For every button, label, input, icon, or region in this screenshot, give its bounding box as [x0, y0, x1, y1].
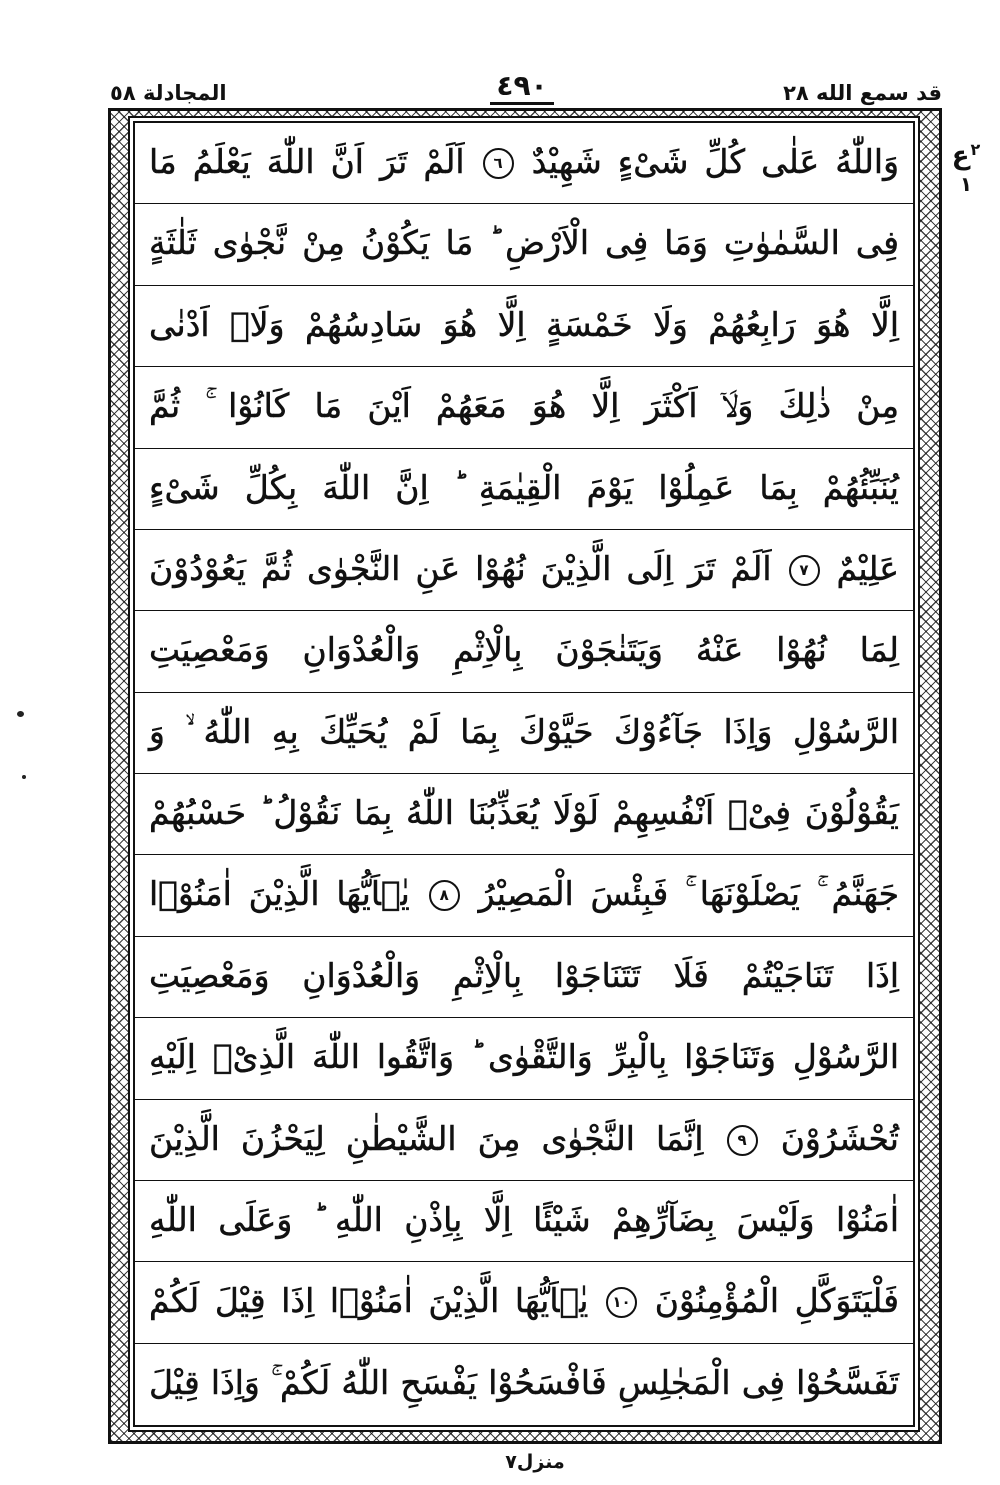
text-line-3: اِلَّا هُوَ رَابِعُهُمْ وَلَا خَمْسَةٍ اِلَّا هُوَ سَادِسُهُمْ وَلَاۤ اَدْنٰى — [135, 286, 913, 367]
ayah-end-marker: ٧ — [789, 555, 820, 586]
text-line-15 — [135, 1262, 913, 1343]
verse-text: يٰۤاَيُّهَا الَّذِيْنَ اٰمَنُوْۤا اِذَا قِيْلَ لَكُمْ — [149, 1281, 589, 1321]
verse-text: يٰۤاَيُّهَا الَّذِيْنَ اٰمَنُوْۤا — [149, 874, 410, 914]
text-line-9: يَقُوْلُوْنَ فِىْۤ اَنْفُسِهِمْ لَوْلَا يُعَذِّبُنَا اللّٰهُ بِمَا نَقُوْلُ ؕ حَسْبُهُمْ — [135, 774, 913, 855]
surah-name-header: المجادلة ٥٨ — [110, 81, 227, 105]
ruku-marker — [944, 140, 988, 196]
verse-text: اَلَمْ تَرَ اِلَى الَّذِيْنَ نُهُوْا عَنِ النَّجْوٰى ثُمَّ يَعُوْدُوْنَ — [149, 548, 772, 588]
verse-text: عَلِيْمٌ — [836, 548, 899, 588]
text-line-16: تَفَسَّحُوْا فِى الْمَجٰلِسِ فَافْسَحُوْا يَفْسَحِ اللّٰهُ لَكُمْ ۚ وَاِذَا قِيْلَ — [149, 1362, 899, 1402]
text-line-2: فِى السَّمٰوٰتِ وَمَا فِى الْاَرْضِ ؕ مَا يَكُوْنُ مِنْ نَّجْوٰى ثَلٰثَةٍ — [135, 204, 913, 285]
text-line-14: اٰمَنُوْا وَلَيْسَ بِضَآرِّهِمْ شَيْئًا اِلَّا بِاِذْنِ اللّٰهِ ؕ وَعَلَى اللّٰهِ — [135, 1181, 913, 1262]
text-line-8: الرَّسُوْلِ وَاِذَا جَآءُوْكَ حَيَّوْكَ بِمَا لَمْ يُحَيِّكَ بِهِ اللّٰهُ ۙ وَ — [135, 693, 913, 774]
margin-speck — [22, 775, 26, 779]
verse-text: تُحْشَرُوْنَ — [780, 1118, 899, 1158]
verse-text: جَهَنَّمُ ۚ يَصْلَوْنَهَا ۚ فَبِئْسَ الْمَصِيْرُ — [478, 874, 899, 914]
ruku-sign: ع — [951, 141, 970, 171]
verse-text: اِنَّمَا النَّجْوٰى مِنَ الشَّيْطٰنِ لِيَحْزُنَ الَّذِيْنَ — [149, 1118, 704, 1158]
text-line-4: مِنْ ذٰلِكَ وَلَاۤ اَكْثَرَ اِلَّا هُوَ مَعَهُمْ اَيْنَ مَا كَانُوْا ۚ ثُمَّ — [135, 367, 913, 448]
ruku-number-bottom: ١ — [959, 172, 973, 196]
ayah-end-marker: ٩ — [727, 1125, 758, 1156]
ayah-end-marker: ١٠ — [606, 1287, 637, 1318]
ayah-end-marker: ٨ — [429, 880, 460, 911]
text-line-11: اِذَا تَنَاجَيْتُمْ فَلَا تَتَنَاجَوْا بِالْاِثْمِ وَالْعُدْوَانِ وَمَعْصِيَتِ — [135, 937, 913, 1018]
ayah-end-marker: ٦ — [483, 148, 514, 179]
text-line-7: لِمَا نُهُوْا عَنْهُ وَيَتَنٰجَوْنَ بِالْاِثْمِ وَالْعُدْوَانِ وَمَعْصِيَتِ — [135, 611, 913, 692]
ruku-marker-row — [944, 140, 988, 172]
ornamental-border-frame — [108, 108, 942, 1444]
text-line-1 — [135, 123, 913, 204]
text-line-6 — [135, 530, 913, 611]
text-line-12: الرَّسُوْلِ وَتَنَاجَوْا بِالْبِرِّ وَالتَّقْوٰى ؕ وَاتَّقُوا اللّٰهَ الَّذِىْۤ اِلَيْهِ — [135, 1018, 913, 1099]
margin-speck — [17, 711, 24, 717]
manzil-footer: منزل٧ — [505, 1451, 565, 1473]
text-line-13 — [135, 1100, 913, 1181]
verse-text: فَلْيَتَوَكَّلِ الْمُؤْمِنُوْنَ — [654, 1281, 899, 1321]
ruku-number-top: ٢ — [970, 140, 981, 159]
verse-text: اَلَمْ تَرَ اَنَّ اللّٰهَ يَعْلَمُ مَا — [149, 142, 465, 181]
text-line-5: يُنَبِّئُهُمْ بِمَا عَمِلُوْا يَوْمَ الْقِيٰمَةِ ؕ اِنَّ اللّٰهَ بِكُلِّ شَىْءٍ — [135, 449, 913, 530]
juz-name-header: قد سمع الله ٢٨ — [783, 81, 942, 105]
text-panel — [133, 121, 915, 1427]
verse-text: وَاللّٰهُ عَلٰى كُلِّ شَىْءٍ شَهِيْدٌ — [531, 142, 900, 181]
page-number: ٤٩٠ — [490, 70, 554, 105]
text-line-10 — [135, 855, 913, 936]
